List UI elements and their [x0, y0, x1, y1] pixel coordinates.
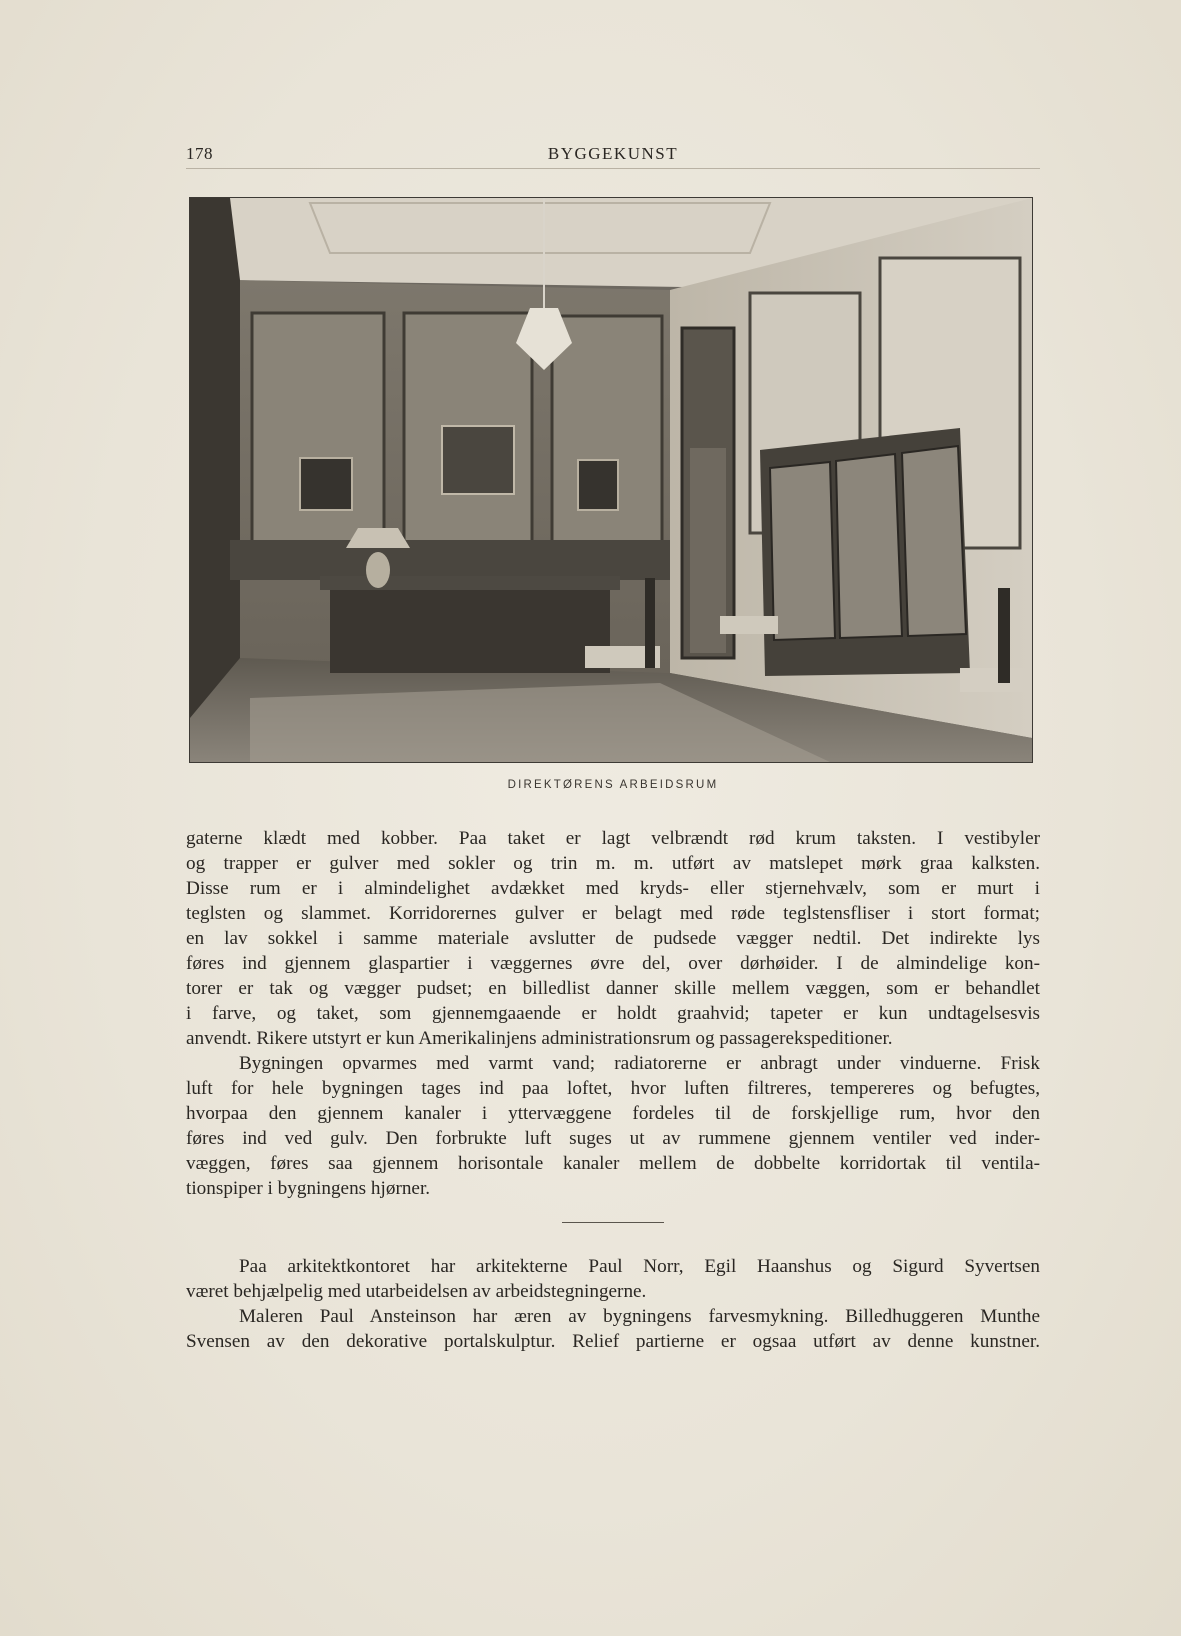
paragraph-3: [186, 1254, 1040, 1304]
paragraph-4: [186, 1304, 1040, 1354]
text-line: Svensen av den dekorative portalskulptur. Relief partierne er ogsaa utført av denne kunstner.: [186, 1331, 1040, 1352]
text-line: været behjælpelig med utarbeidelsen av arbeidstegningerne.: [186, 1281, 647, 1302]
text-line: luft for hele bygningen tages ind paa loftet, hvor luften filtreres, tempereres og befugtes,: [186, 1078, 1040, 1099]
text-line: Paa arkitektkontoret har arkitekterne Paul Norr, Egil Haanshus og Sigurd Syvertsen: [239, 1256, 1040, 1277]
office-photograph: [190, 198, 1032, 762]
text-line: og trapper er gulver med sokler og trin m. m. utført av matslepet mørk graa kalksten.: [186, 853, 1040, 874]
text-line: teglsten og slammet. Korridorernes gulver er belagt med røde teglstensfliser i stort format;: [186, 903, 1040, 924]
journal-title: BYGGEKUNST: [547, 144, 679, 163]
text-line: føres ind gjennem glaspartier i væggernes øvre del, over dørhøider. I de almindelige kon-: [186, 953, 1040, 974]
text-line: Maleren Paul Ansteinson har æren av bygningens farvesmykning. Billedhuggeren Munthe: [239, 1306, 1040, 1327]
body-text: [186, 826, 1040, 1354]
text-line: torer er tak og vægger pudset; en billedlist danner skille mellem væggen, som er behandlet: [186, 978, 1040, 999]
running-head: [186, 144, 1040, 169]
text-line: Disse rum er i almindelighet avdækket med kryds- eller stjernehvælv, som er murt i: [186, 878, 1040, 899]
paragraph-1: [186, 826, 1040, 1051]
text-line: tionspiper i bygningens hjørner.: [186, 1178, 431, 1199]
page-number: 178: [186, 144, 213, 163]
text-line: væggen, føres saa gjennem horisontale kanaler mellem de dobbelte korridortak til ventila-: [186, 1153, 1040, 1174]
text-line: i farve, og taket, som gjennemgaaende er holdt graahvid; tapeter er kun undtagelsesvis: [186, 1003, 1040, 1024]
paragraph-2: [186, 1051, 1040, 1201]
text-line: føres ind ved gulv. Den forbrukte luft suges ut av rummene gjennem ventiler ved inder-: [186, 1128, 1040, 1149]
text-line: gaterne klædt med kobber. Paa taket er lagt velbrændt rød krum taksten. I vestibyler: [186, 828, 1040, 849]
text-line: hvorpaa den gjennem kanaler i yttervæggene fordeles til de forskjellige rum, hvor den: [186, 1103, 1040, 1124]
text-line: en lav sokkel i samme materiale avslutter de pudsede vægger nedtil. Det indirekte lys: [186, 928, 1040, 949]
figure-caption: DIREKTØRENS ARBEIDSRUM: [507, 779, 719, 791]
text-line: anvendt. Rikere utstyrt er kun Amerikalinjens administrationsrum og passagerekspeditioner.: [186, 1028, 893, 1049]
section-separator: [562, 1222, 664, 1223]
text-line: Bygningen opvarmes med varmt vand; radiatorerne er anbragt under vinduerne. Frisk: [239, 1053, 1040, 1074]
